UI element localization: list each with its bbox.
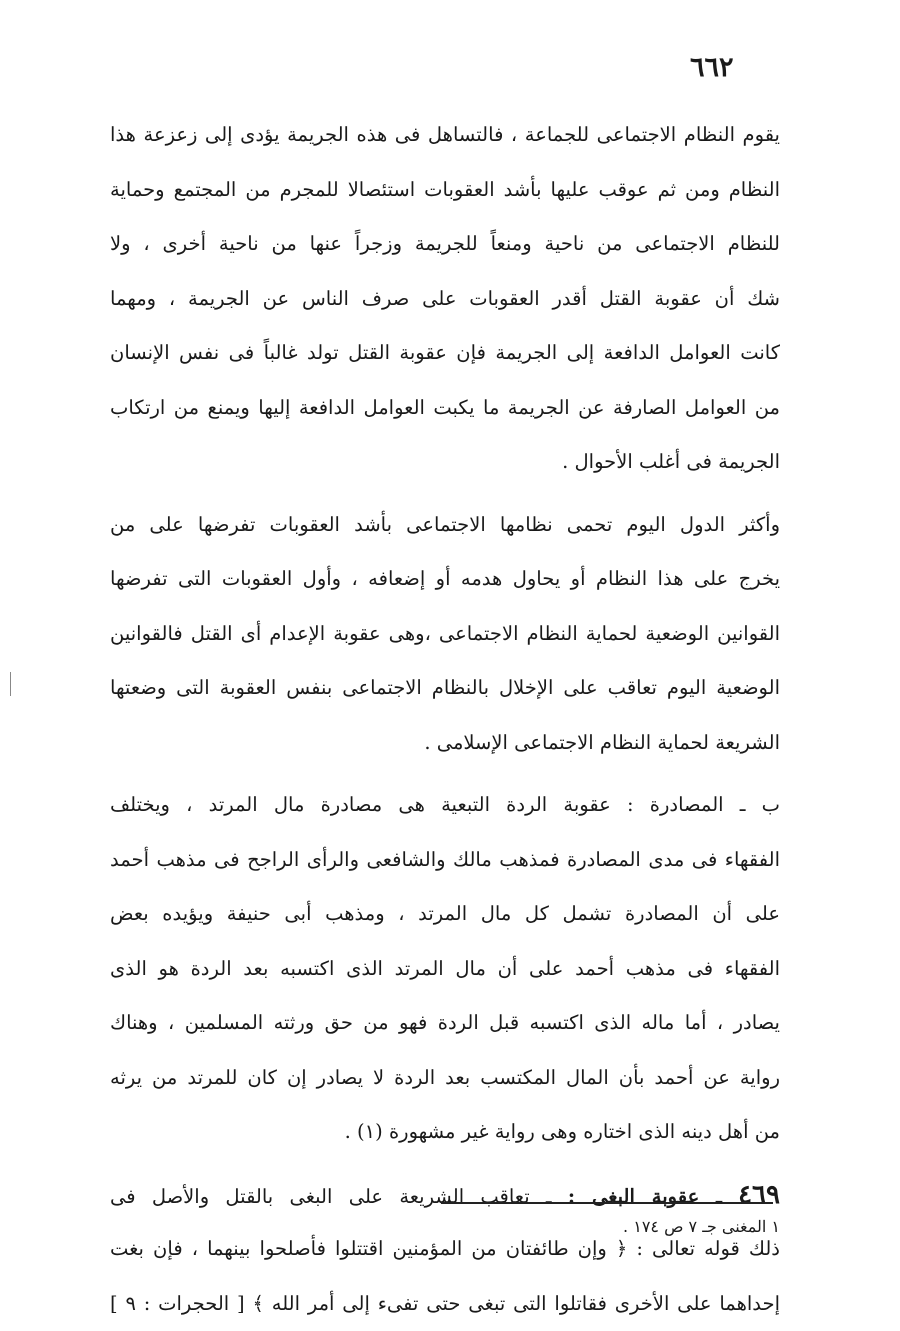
text-line: كانت العوامل الدافعة إلى الجريمة فإن عقوبة القتل تولد غالباً فى نفس الإنسان — [110, 326, 780, 381]
paragraph-gap — [110, 770, 780, 778]
body-text — [110, 108, 780, 1331]
section-number: ٤٦٩ — [738, 1180, 780, 1210]
text-line: ب ـ المصادرة : عقوبة الردة التبعية هى مصادرة مال المرتد ، ويختلف — [110, 778, 780, 833]
footnote-divider — [441, 1202, 773, 1204]
paragraph-gap — [110, 490, 780, 498]
text-line: يصادر ، أما ماله الذى اكتسبه قبل الردة فهو من حق ورثته المسلمين ، وهناك — [110, 996, 780, 1051]
text-line: من العوامل الصارفة عن الجريمة ما يكبت العوامل الدافعة إليها ويمنع من ارتكاب — [110, 381, 780, 436]
text-line: رواية عن أحمد بأن المال المكتسب بعد الردة لا يصادر إن كان للمرتد من يرثه — [110, 1051, 780, 1106]
text-line: الفقهاء فى مذهب أحمد على أن مال المرتد الذى اكتسبه بعد الردة هو الذى — [110, 942, 780, 997]
footnote: ١ المغنى جـ ٧ ص ١٧٤ . — [440, 1212, 780, 1242]
text-line: القوانين الوضعية لحماية النظام الاجتماعى ،وهى عقوبة الإعدام أى القتل فالقوانين — [110, 607, 780, 662]
text-line: يخرج على هذا النظام أو يحاول هدمه أو إضعافه ، وأول العقوبات التى تفرضها — [110, 552, 780, 607]
text-line: إحداهما على الأخرى فقاتلوا التى تبغى حتى تفىء إلى أمر الله ﴾ [ الحجرات : ٩ ] — [110, 1277, 780, 1331]
text-line: على أن المصادرة تشمل كل مال المرتد ، ومذهب أبى حنيفة ويؤيده بعض — [110, 887, 780, 942]
paragraph-gap — [110, 1160, 780, 1168]
text-line: الجريمة فى أغلب الأحوال . — [110, 435, 780, 490]
section-title: ـ عقوبة البغى : — [568, 1185, 722, 1208]
text-line: الشريعة لحماية النظام الاجتماعى الإسلامى . — [110, 716, 780, 771]
margin-mark — [10, 672, 11, 696]
text-line: الفقهاء فى مدى المصادرة فمذهب مالك والشافعى والرأى الراجح فى مذهب أحمد — [110, 833, 780, 888]
text-line: من أهل دينه الذى اختاره وهى رواية غير مشهورة (١) . — [110, 1105, 780, 1160]
text-line: الوضعية اليوم تعاقب على الإخلال بالنظام الاجتماعى بنفس العقوبة التى وضعتها — [110, 661, 780, 716]
text-line: شك أن عقوبة القتل أقدر العقوبات على صرف الناس عن الجريمة ، ومهما — [110, 272, 780, 327]
text-line: ذلك قوله تعالى : ﴿ وإن طائفتان من المؤمنين اقتتلوا فأصلحوا بينهما ، فإن بغت — [110, 1222, 780, 1277]
page-number: ٦٦٢ — [690, 52, 780, 83]
text-line: وأكثر الدول اليوم تحمى نظامها الاجتماعى بأشد العقوبات تفرضها على من — [110, 498, 780, 553]
text-line: يقوم النظام الاجتماعى للجماعة ، فالتساهل فى هذه الجريمة يؤدى إلى زعزعة هذا — [110, 108, 780, 163]
text-line: النظام ومن ثم عوقب عليها بأشد العقوبات استئصالا للمجرم من المجتمع وحماية — [110, 163, 780, 218]
section-text: ـ تعاقب الشريعة على البغى بالقتل والأصل فى — [110, 1185, 552, 1208]
text-line: للنظام الاجتماعى من ناحية ومنعاً للجريمة وزجراً عنها من ناحية أخرى ، ولا — [110, 217, 780, 272]
